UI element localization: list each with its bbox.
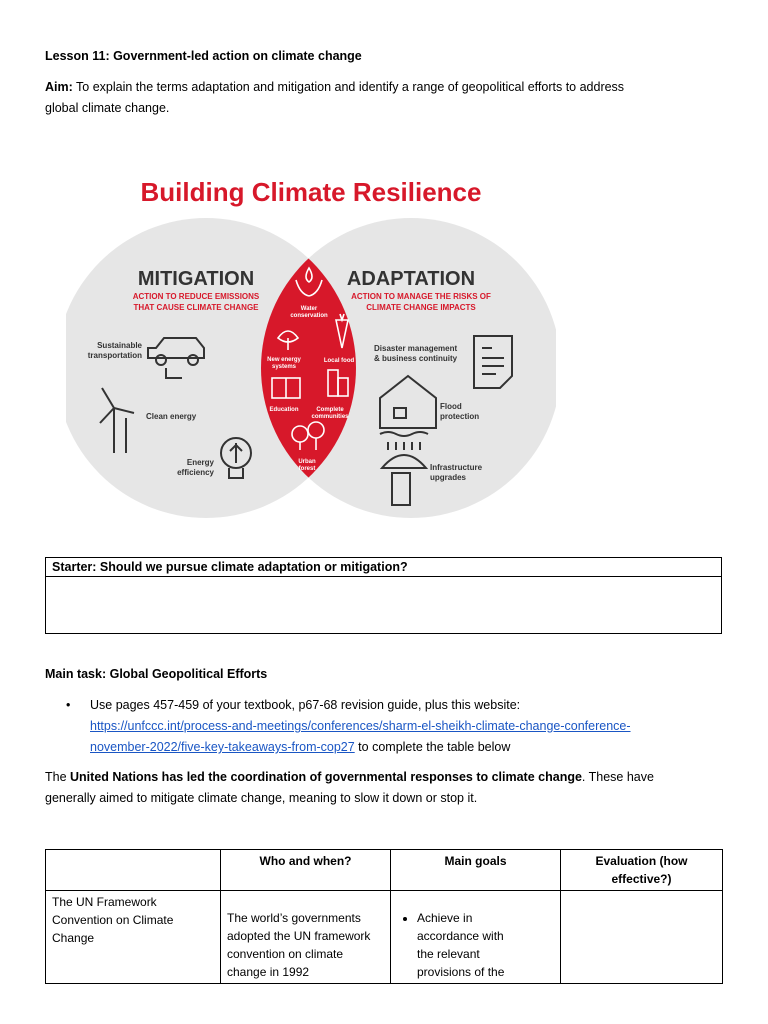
svg-text:Education: Education bbox=[269, 407, 299, 413]
svg-text:forest: forest bbox=[298, 466, 316, 472]
climate-resilience-infographic bbox=[66, 168, 556, 526]
adaptation-sub-1: ACTION TO MANAGE THE RISKS OF bbox=[351, 292, 491, 301]
svg-text:Energy: Energy bbox=[186, 458, 214, 467]
svg-text:Disaster management: Disaster management bbox=[374, 344, 458, 353]
svg-text:& business continuity: & business continuity bbox=[374, 354, 458, 363]
svg-text:Flood: Flood bbox=[440, 402, 462, 411]
goal-bullet: • Achieve in accordance with the relevant provisions of the bbox=[417, 909, 554, 981]
svg-text:Water: Water bbox=[300, 306, 318, 312]
svg-text:Sustainable: Sustainable bbox=[97, 341, 142, 350]
mitigation-heading: MITIGATION bbox=[137, 268, 255, 290]
main-task-heading: Main task: Global Geopolitical Efforts bbox=[45, 667, 268, 681]
row-goals-cell bbox=[391, 891, 561, 984]
aim-line-2: global climate change. bbox=[45, 101, 170, 115]
efforts-table bbox=[45, 849, 723, 984]
table-header-row bbox=[46, 850, 723, 891]
row-name-cell: The UN Framework Convention on Climate Change bbox=[46, 891, 221, 984]
header-blank bbox=[46, 850, 221, 891]
lesson-title: Lesson 11: Government-led action on climate change bbox=[45, 49, 362, 63]
svg-text:systems: systems bbox=[271, 364, 297, 370]
main-task-bullet: Use pages 457-459 of your textbook, p67-68 revision guide, plus this website: bbox=[90, 698, 521, 712]
svg-text:protection: protection bbox=[440, 412, 480, 421]
aim-line-1 bbox=[45, 77, 624, 98]
starter-box bbox=[45, 557, 722, 634]
mitigation-sub-1: ACTION TO REDUCE EMISSIONS bbox=[132, 292, 260, 301]
svg-text:New energy: New energy bbox=[267, 357, 301, 363]
mitigation-sub-2: THAT CAUSE CLIMATE CHANGE bbox=[133, 303, 259, 312]
aim-text: To explain the terms adaptation and mitigation and identify a range of geopolitical efforts to address bbox=[76, 80, 625, 94]
svg-text:Infrastructure: Infrastructure bbox=[430, 463, 483, 472]
svg-text:upgrades: upgrades bbox=[430, 473, 467, 482]
un-paragraph-line-1: The United Nations has led the coordination of governmental responses to climate change. These have bbox=[45, 770, 654, 784]
bullet-dot: • bbox=[66, 698, 71, 712]
un-paragraph-line-2: generally aimed to mitigate climate change, meaning to slow it down or stop it. bbox=[45, 791, 478, 805]
starter-label: Starter: Should we pursue climate adaptation or mitigation? bbox=[46, 558, 721, 577]
svg-text:transportation: transportation bbox=[87, 351, 142, 360]
row-who-cell: The world’s governments adopted the UN framework convention on climate change in 1992 bbox=[221, 891, 391, 984]
svg-text:communities: communities bbox=[311, 414, 349, 420]
svg-text:conservation: conservation bbox=[290, 313, 328, 319]
svg-text:efficiency: efficiency bbox=[177, 468, 214, 477]
svg-text:Complete: Complete bbox=[316, 407, 344, 413]
cop27-link-part-1[interactable]: https://unfccc.int/process-and-meetings/conferences/sharm-el-sheikh-climate-change-conference- bbox=[90, 719, 631, 733]
aim-label: Aim: bbox=[45, 80, 73, 94]
link-line-2 bbox=[90, 737, 510, 758]
after-link-text: to complete the table below bbox=[354, 740, 511, 754]
adaptation-heading: ADAPTATION bbox=[346, 268, 476, 290]
table-row bbox=[46, 891, 723, 984]
header-main-goals: Main goals bbox=[391, 850, 561, 891]
infographic-title: Building Climate Resilience bbox=[140, 177, 482, 207]
row-evaluation-cell[interactable] bbox=[561, 891, 723, 984]
header-who-when: Who and when? bbox=[221, 850, 391, 891]
svg-text:Urban: Urban bbox=[298, 459, 316, 465]
adaptation-sub-2: CLIMATE CHANGE IMPACTS bbox=[366, 303, 476, 312]
header-evaluation: Evaluation (how effective?) bbox=[561, 850, 723, 891]
svg-text:Clean energy: Clean energy bbox=[146, 412, 197, 421]
svg-text:Local food: Local food bbox=[323, 358, 355, 364]
un-bold-phrase: United Nations has led the coordination of governmental responses to climate change bbox=[70, 770, 582, 784]
cop27-link-part-2[interactable]: november-2022/five-key-takeaways-from-cop27 bbox=[90, 740, 355, 754]
